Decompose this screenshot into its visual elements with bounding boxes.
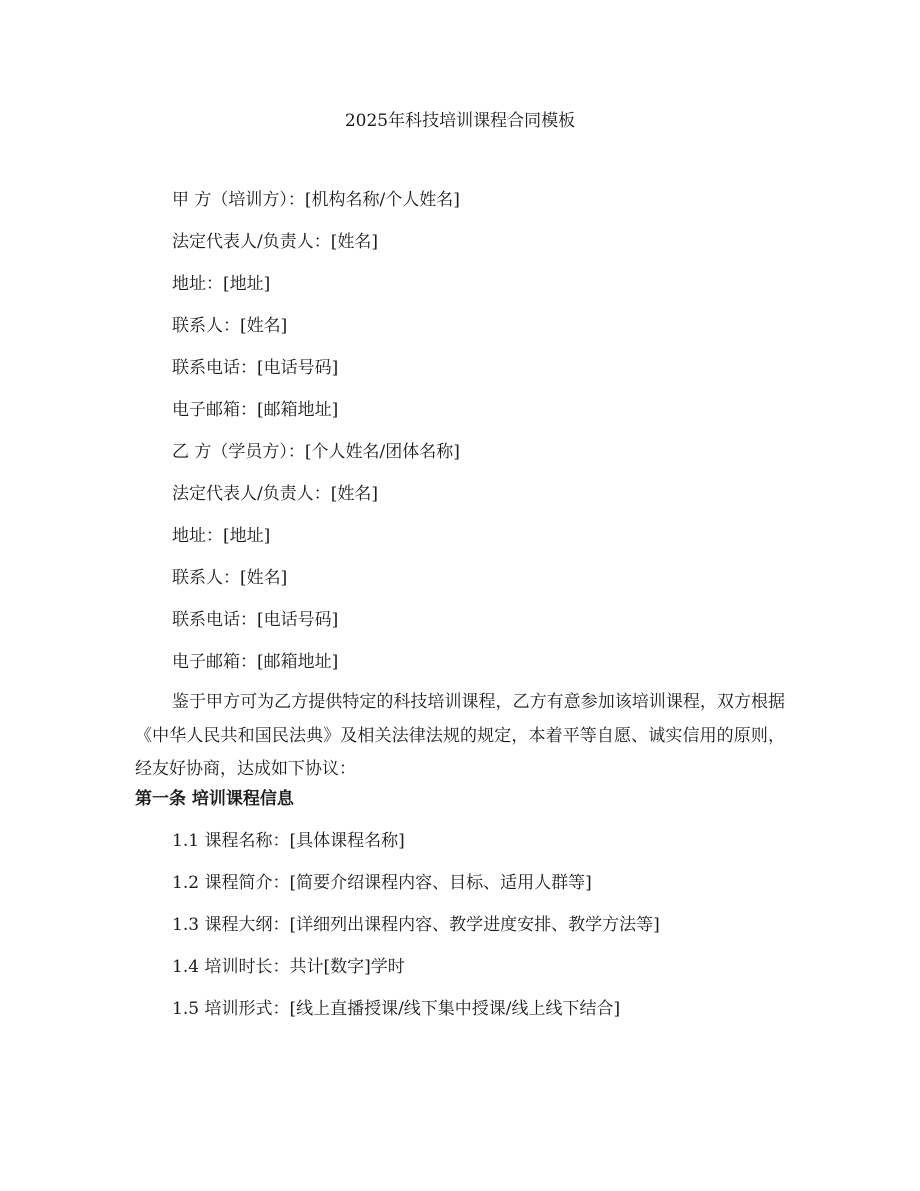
- party-a-contact: 联系人：[姓名]: [172, 316, 288, 336]
- article-1-item-course-name: 1.1 课程名称：[具体课程名称]: [172, 831, 405, 851]
- party-b-address: 地址：[地址]: [172, 526, 271, 546]
- party-a-email: 电子邮箱：[邮箱地址]: [172, 400, 339, 420]
- preamble-paragraph: 鉴于甲方可为乙方提供特定的科技培训课程，乙方有意参加该培训课程，双方根据《中华人民共和国民法典》及相关法律法规的规定，本着平等自愿、诚实信用的原则，经友好协商，达成如下协议：: [135, 692, 785, 779]
- party-b-legal-rep: 法定代表人/负责人：[姓名]: [172, 484, 378, 504]
- party-b-phone: 联系电话：[电话号码]: [172, 610, 339, 630]
- party-a-address: 地址：[地址]: [172, 274, 271, 294]
- party-b-heading: 乙 方（学员方）：[个人姓名/团体名称]: [172, 442, 460, 462]
- article-1-heading: 第一条 培训课程信息: [135, 789, 294, 809]
- article-1-item-duration: 1.4 培训时长：共计[数字]学时: [172, 957, 405, 977]
- party-b-email: 电子邮箱：[邮箱地址]: [172, 652, 339, 672]
- party-a-heading: 甲 方（培训方）：[机构名称/个人姓名]: [172, 190, 460, 210]
- party-a-phone: 联系电话：[电话号码]: [172, 358, 339, 378]
- article-1-item-course-intro: 1.2 课程简介：[简要介绍课程内容、目标、适用人群等]: [172, 873, 592, 893]
- article-1-item-format: 1.5 培训形式：[线上直播授课/线下集中授课/线上线下结合]: [172, 999, 621, 1019]
- party-a-legal-rep: 法定代表人/负责人：[姓名]: [172, 232, 378, 252]
- article-1-item-course-outline: 1.3 课程大纲：[详细列出课程内容、教学进度安排、教学方法等]: [172, 915, 660, 935]
- party-b-contact: 联系人：[姓名]: [172, 568, 288, 588]
- document-title: 2025年科技培训课程合同模板: [344, 111, 576, 131]
